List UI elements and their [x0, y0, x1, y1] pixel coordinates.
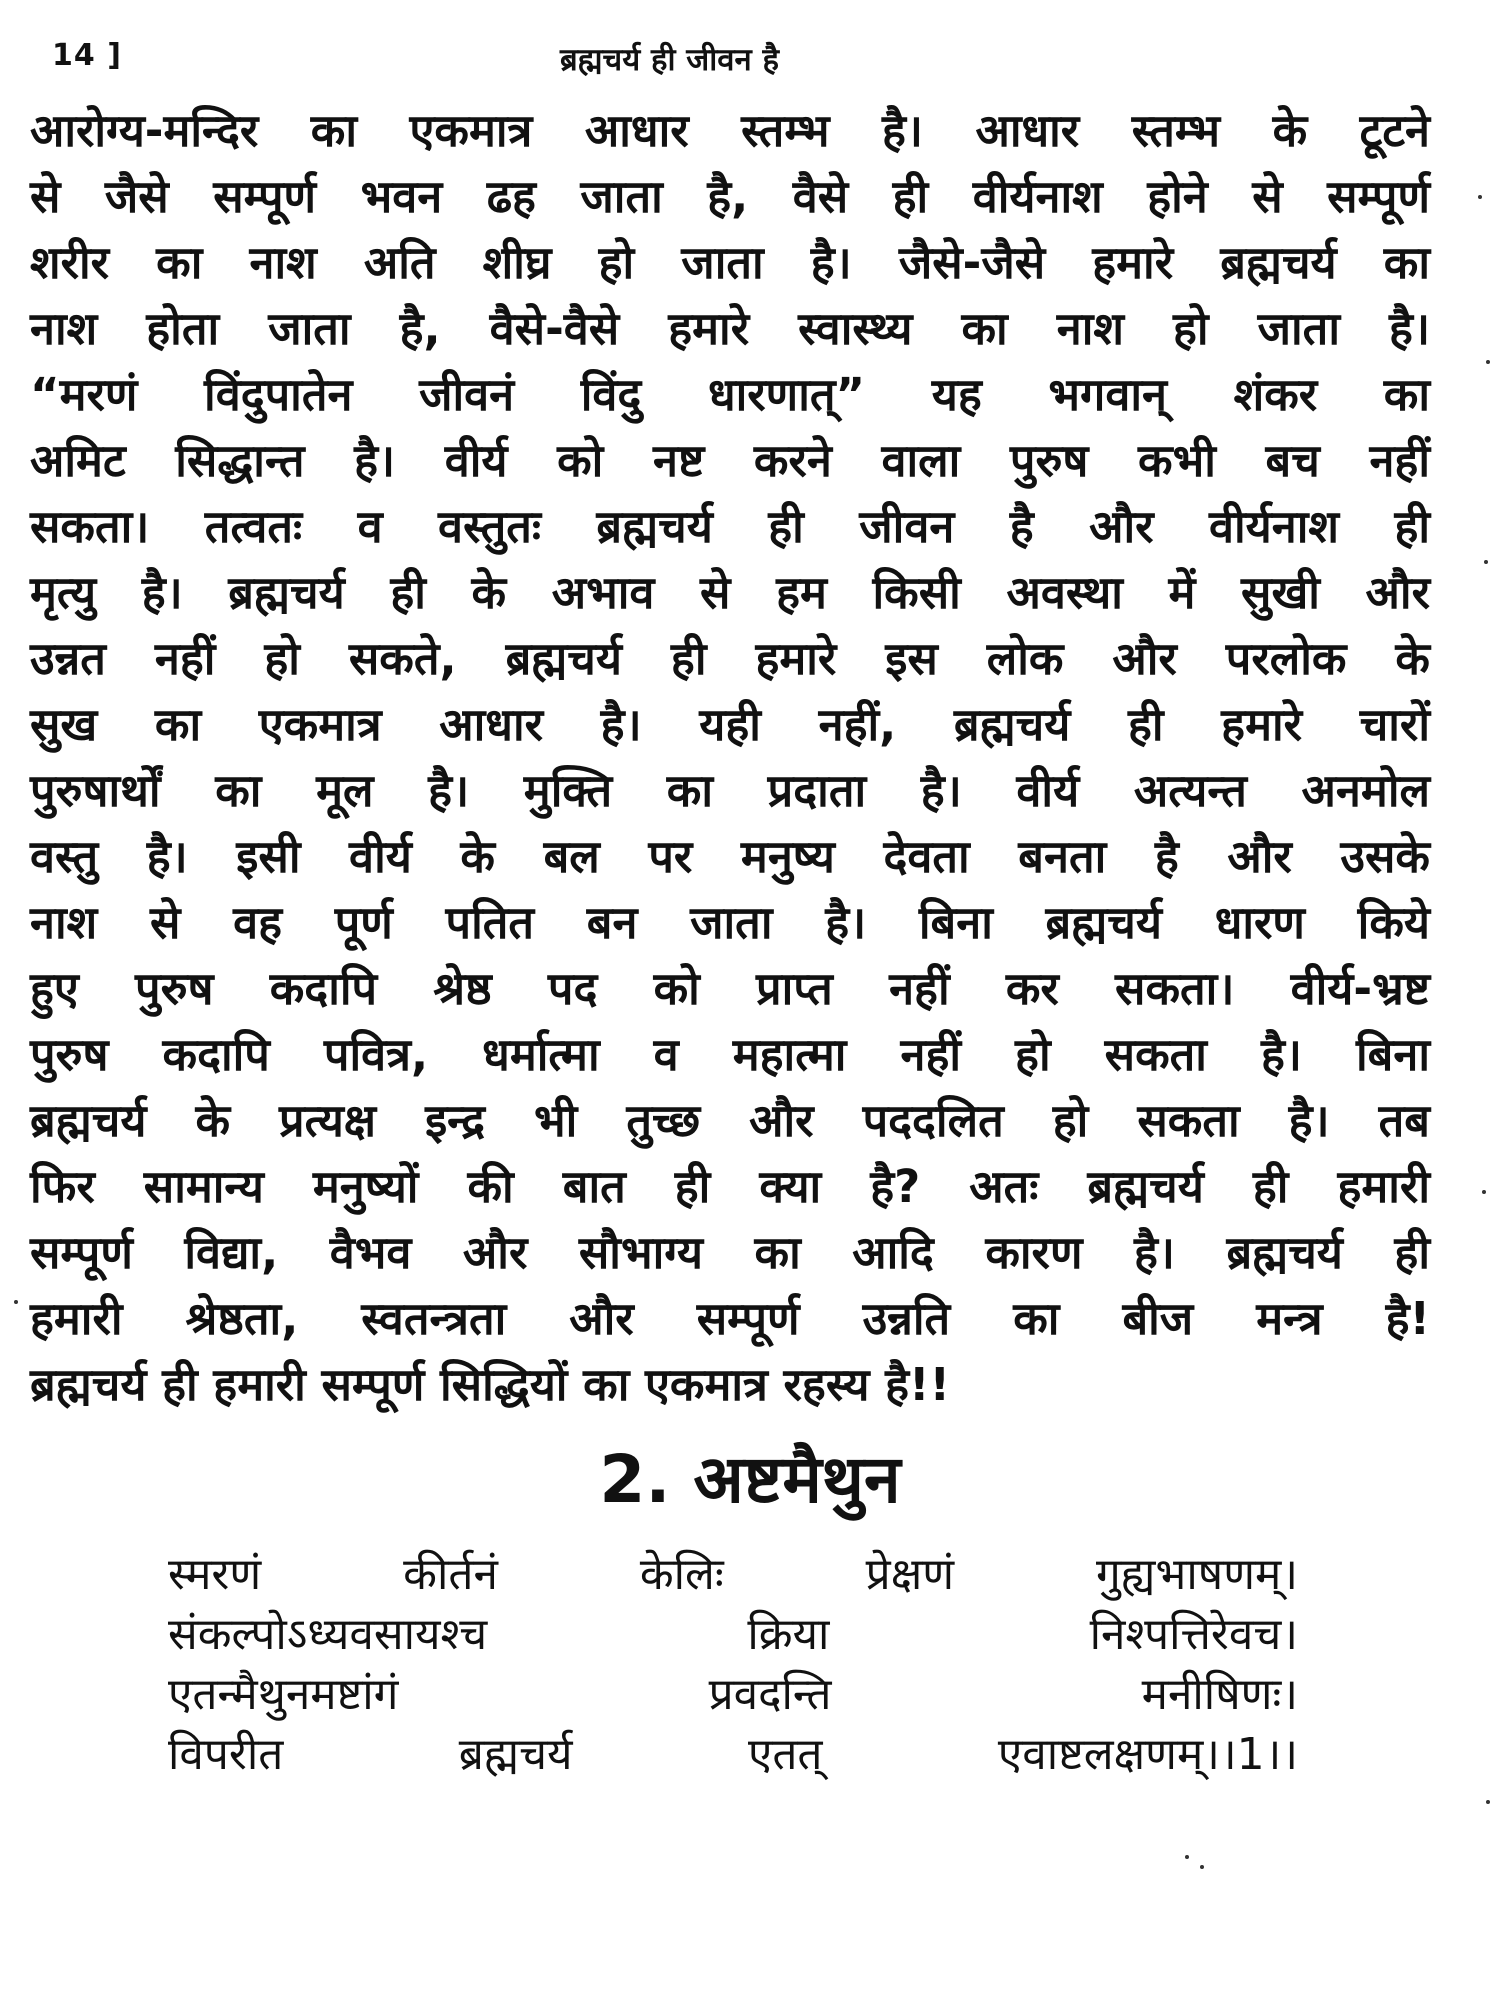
scan-speck: [14, 1300, 18, 1304]
paragraph-line: पुरुष कदापि पवित्र, धर्मात्मा व महात्मा नहीं हो सकता है। बिना: [30, 1028, 1430, 1081]
scan-speck: [1478, 195, 1482, 199]
paragraph-line: सुख का एकमात्र आधार है। यही नहीं, ब्रह्मचर्य ही हमारे चारों: [30, 698, 1430, 751]
paragraph-line: मृत्यु है। ब्रह्मचर्य ही के अभाव से हम किसी अवस्था में सुखी और: [30, 566, 1430, 619]
paragraph-line: सम्पूर्ण विद्या, वैभव और सौभाग्य का आदि कारण है। ब्रह्मचर्य ही: [30, 1226, 1430, 1279]
paragraph-line: नाश होता जाता है, वैसे-वैसे हमारे स्वास्थ्य का नाश हो जाता है।: [30, 302, 1430, 355]
paragraph-line: शरीर का नाश अति शीघ्र हो जाता है। जैसे-जैसे हमारे ब्रह्मचर्य का: [30, 236, 1430, 289]
verse-line: संकल्पोऽध्यवसायश्च क्रिया निश्पत्तिरेवच।: [168, 1609, 1298, 1660]
paragraph-line: फिर सामान्य मनुष्यों की बात ही क्या है? अतः ब्रह्मचर्य ही हमारी: [30, 1160, 1430, 1213]
paragraph-line: उन्नत नहीं हो सकते, ब्रह्मचर्य ही हमारे इस लोक और परलोक के: [30, 632, 1430, 685]
scan-speck: [1486, 360, 1490, 364]
scan-speck: [1486, 1800, 1490, 1804]
verse-line: विपरीत ब्रह्मचर्य एतत् एवाष्टलक्षणम्।।1।।: [168, 1729, 1298, 1780]
paragraph-line: अमिट सिद्धान्त है। वीर्य को नष्ट करने वाला पुरुष कभी बच नहीं: [30, 434, 1430, 487]
scan-speck: [1185, 1855, 1189, 1859]
paragraph-line: “मरणं विंदुपातेन जीवनं विंदु धारणात्” यह भगवान् शंकर का: [30, 368, 1430, 421]
scan-speck: [1484, 560, 1488, 564]
verse-line: एतन्मैथुनमष्टांगं प्रवदन्ति मनीषिणः।: [168, 1669, 1298, 1720]
paragraph-line: से जैसे सम्पूर्ण भवन ढह जाता है, वैसे ही वीर्यनाश होने से सम्पूर्ण: [30, 170, 1430, 223]
page-header: [40, 38, 1460, 88]
scan-speck: [1200, 1865, 1204, 1869]
running-title: ब्रह्मचर्य ही जीवन है: [560, 42, 779, 78]
sanskrit-verse: [168, 1545, 1298, 1785]
scan-speck: [1482, 1190, 1486, 1194]
paragraph-line: आरोग्य-मन्दिर का एकमात्र आधार स्तम्भ है। आधार स्तम्भ के टूटने: [30, 104, 1430, 157]
paragraph-line: वस्तु है। इसी वीर्य के बल पर मनुष्य देवता बनता है और उसके: [30, 830, 1430, 883]
paragraph-line: हमारी श्रेष्ठता, स्वतन्त्रता और सम्पूर्ण उन्नति का बीज मन्त्र है!: [30, 1292, 1430, 1345]
paragraph-line: ब्रह्मचर्य ही हमारी सम्पूर्ण सिद्धियों का एकमात्र रहस्य है!!: [30, 1358, 951, 1411]
paragraph-line: सकता। तत्वतः व वस्तुतः ब्रह्मचर्य ही जीवन है और वीर्यनाश ही: [30, 500, 1430, 553]
paragraph-line: नाश से वह पूर्ण पतित बन जाता है। बिना ब्रह्मचर्य धारण किये: [30, 896, 1430, 949]
paragraph-line: हुए पुरुष कदापि श्रेष्ठ पद को प्राप्त नहीं कर सकता। वीर्य-भ्रष्ट: [30, 962, 1430, 1015]
section-heading: 2. अष्टमैथुन: [599, 1441, 901, 1518]
verse-line: स्मरणं कीर्तनं केलिः प्रेक्षणं गुह्यभाषणम्।: [168, 1549, 1298, 1600]
body-paragraph: [30, 98, 1430, 1418]
paragraph-line: ब्रह्मचर्य के प्रत्यक्ष इन्द्र भी तुच्छ और पददलित हो सकता है। तब: [30, 1094, 1430, 1147]
page-number: 14 ]: [52, 38, 122, 73]
paragraph-line: पुरुषार्थों का मूल है। मुक्ति का प्रदाता है। वीर्य अत्यन्त अनमोल: [30, 764, 1430, 817]
